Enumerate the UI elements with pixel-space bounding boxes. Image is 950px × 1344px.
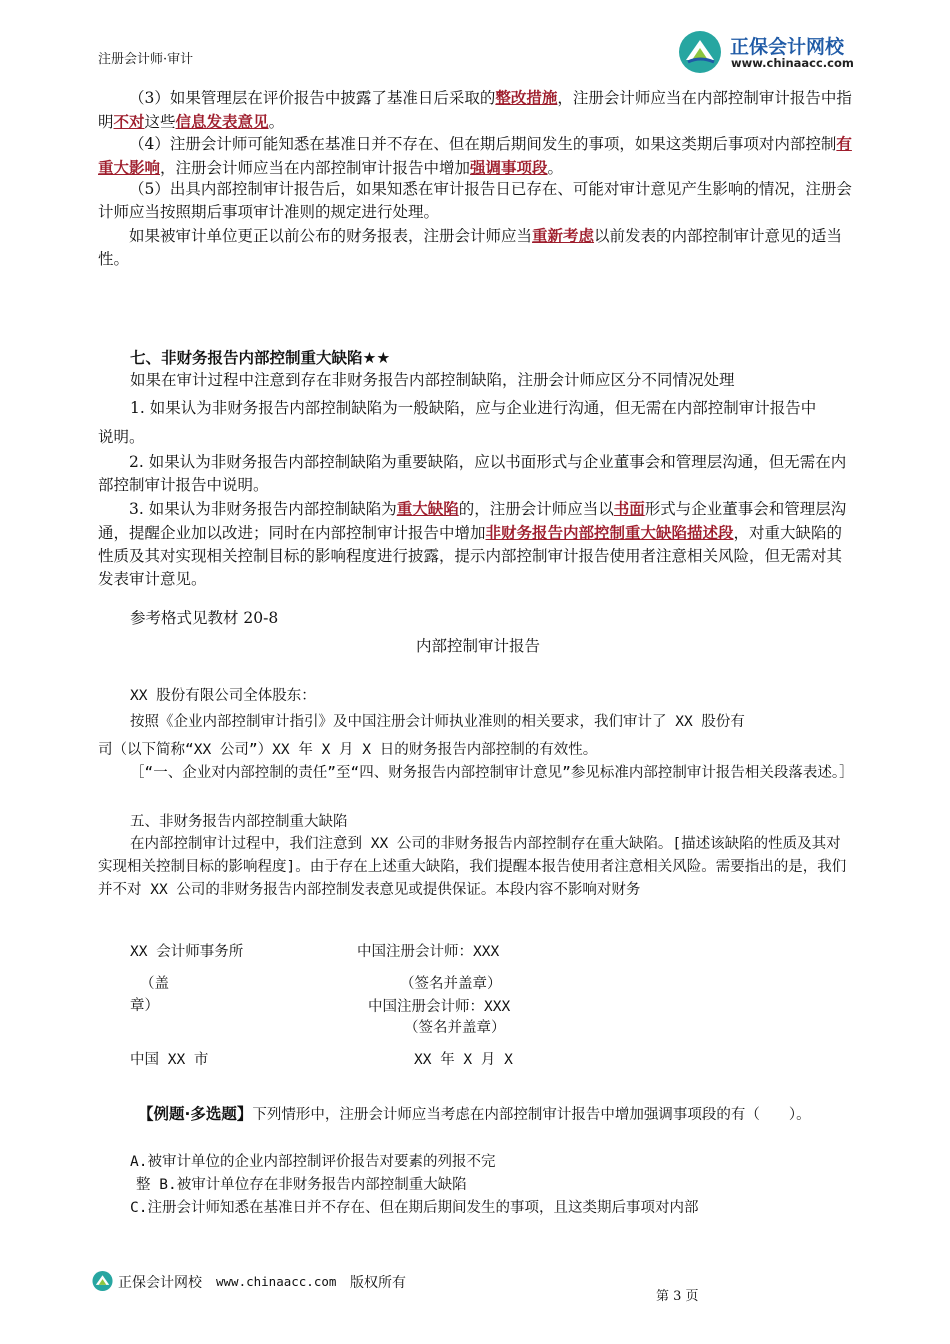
option-c: C.注册会计师知悉在基准日并不存在、但在期后期间发生的事项，且这类期后事项对内部 xyxy=(130,1200,699,1216)
s7-clipped-line-1: 如果在审计过程中注意到存在非财务报告内部控制缺陷，注册会计师应区分不同情况处理 xyxy=(130,371,735,389)
s7-paragraph-3: 3. 如果认为非财务报告内部控制缺陷为重大缺陷的，注册会计师应当以书面形式与企业董事会和管理层沟通，提醒企业加以改进；同时在内部控制审计报告中增加非财务报告内部控制重大缺陷描述段，对重大缺陷的性质及其对实现相关控制目标的影响程度进行披露，提示内部控制审计报告使用者注意相关风险，但无需对其发表审计意见。 xyxy=(98,499,847,588)
option-b: 整 B.被审计单位存在非财务报告内部控制重大缺陷 xyxy=(136,1177,467,1193)
footer-rights: 版权所有 xyxy=(350,1275,406,1291)
report-section-5-title: 五、非财务报告内部控制重大缺陷 xyxy=(130,814,348,830)
report-reference-clipped: 参考格式见教材 20-8 xyxy=(130,609,279,627)
option-a: A.被审计单位的企业内部控制评价报告对要素的列报不完 xyxy=(130,1154,496,1170)
report-section-5-body: 在内部控制审计过程中，我们注意到 XX 公司的非财务报告内部控制存在重大缺陷。[描述该缺陷的性质及其对实现相关控制目标的影响程度]。由于存在上述重大缺陷，我们提醒本报告使用者注意相关风险。需要指出的是，我们并不对 XX 公司的非财务报告内部控制发表意见或提供保证。本段内容不影响对财务 xyxy=(98,836,847,898)
report-firm-clipped: XX 会计师事务所 xyxy=(130,944,244,960)
report-greeting: XX 股份有限公司全体股东： xyxy=(130,688,316,704)
report-city-clipped: 中国 XX 市 xyxy=(130,1052,209,1068)
logo-icon xyxy=(678,30,724,74)
report-seal-left-2: 章） xyxy=(130,998,159,1014)
report-sign-seal-1: （签名并盖章） xyxy=(400,976,502,992)
header-fragment: 注册会计师·审计 xyxy=(98,52,194,67)
logo-name: 正保会计网校 xyxy=(730,36,845,58)
report-sign-seal-2-clipped: （签名并盖章） xyxy=(404,1020,506,1036)
report-seal-left-1: （盖 xyxy=(140,976,169,992)
s6-paragraph-3: （3）如果管理层在评价报告中披露了基准日后采取的整改措施，注册会计师应当在内部控制审计报告中指明不对这些信息发表意见。 xyxy=(98,88,852,131)
report-cpa-2: 中国注册会计师：XXX xyxy=(368,999,511,1015)
logo-url: www.chinaacc.com xyxy=(731,56,854,70)
logo[interactable] xyxy=(678,30,868,74)
footer-brand: 正保会计网校 xyxy=(118,1275,202,1291)
footer-logo-icon xyxy=(92,1270,114,1292)
report-cpa-clipped: 中国注册会计师：XXX xyxy=(357,944,500,960)
section-7-title: 七、非财务报告内部控制重大缺陷★★ xyxy=(130,349,391,367)
example-question: 【例题·多选题】下列情形中，注册会计师应当考虑在内部控制审计报告中增加强调事项段的有（ ）。 xyxy=(138,1105,811,1123)
s6-paragraph-4: （4）注册会计师可能知悉在基准日并不存在、但在期后期间发生的事项，如果这类期后事项对内部控制有重大影响，注册会计师应当在内部控制审计报告中增加强调事项段。 xyxy=(98,134,852,177)
s6-paragraph-5: （5）出具内部控制审计报告后，如果知悉在审计报告日已存在、可能对审计意见产生影响的情况，注册会计师应当按照期后事项审计准则的规定进行处理。 xyxy=(98,180,852,221)
footer-url: www.chinaacc.com xyxy=(216,1274,337,1289)
report-bracket-note: ［“一、企业对内部控制的责任”至“四、财务报告内部控制审计意见”参见标准内部控制审计报告相关段落表述。］ xyxy=(130,765,854,781)
footer xyxy=(92,1268,852,1304)
footer-page-number: 第 3 页 xyxy=(656,1289,699,1304)
report-title-clipped: 内部控制审计报告 xyxy=(416,637,541,655)
s6-paragraph-6: 如果被审计单位更正以前公布的财务报表，注册会计师应当重新考虑以前发表的内部控制审计意见的适当性。 xyxy=(98,226,843,268)
s7-paragraph-2: 2. 如果认为非财务报告内部控制缺陷为重要缺陷，应以书面形式与企业董事会和管理层沟通，但无需在内部控制审计报告中说明。 xyxy=(98,453,847,494)
report-line-2: 司（以下简称“XX 公司”）XX 年 X 月 X 日的财务报告内部控制的有效性。 xyxy=(98,742,598,758)
s7-paragraph-1-tail: 说明。 xyxy=(98,428,145,446)
report-date-clipped: XX 年 X 月 X xyxy=(414,1052,513,1068)
example-tag: 【例题·多选题】 xyxy=(138,1105,253,1123)
s7-clipped-line-2: 1. 如果认为非财务报告内部控制缺陷为一般缺陷，应与企业进行沟通，但无需在内部控制审计报告中 xyxy=(130,399,817,417)
report-line-1-clipped: 按照《企业内部控制审计指引》及中国注册会计师执业准则的相关要求，我们审计了 XX 股份有 xyxy=(130,714,745,730)
